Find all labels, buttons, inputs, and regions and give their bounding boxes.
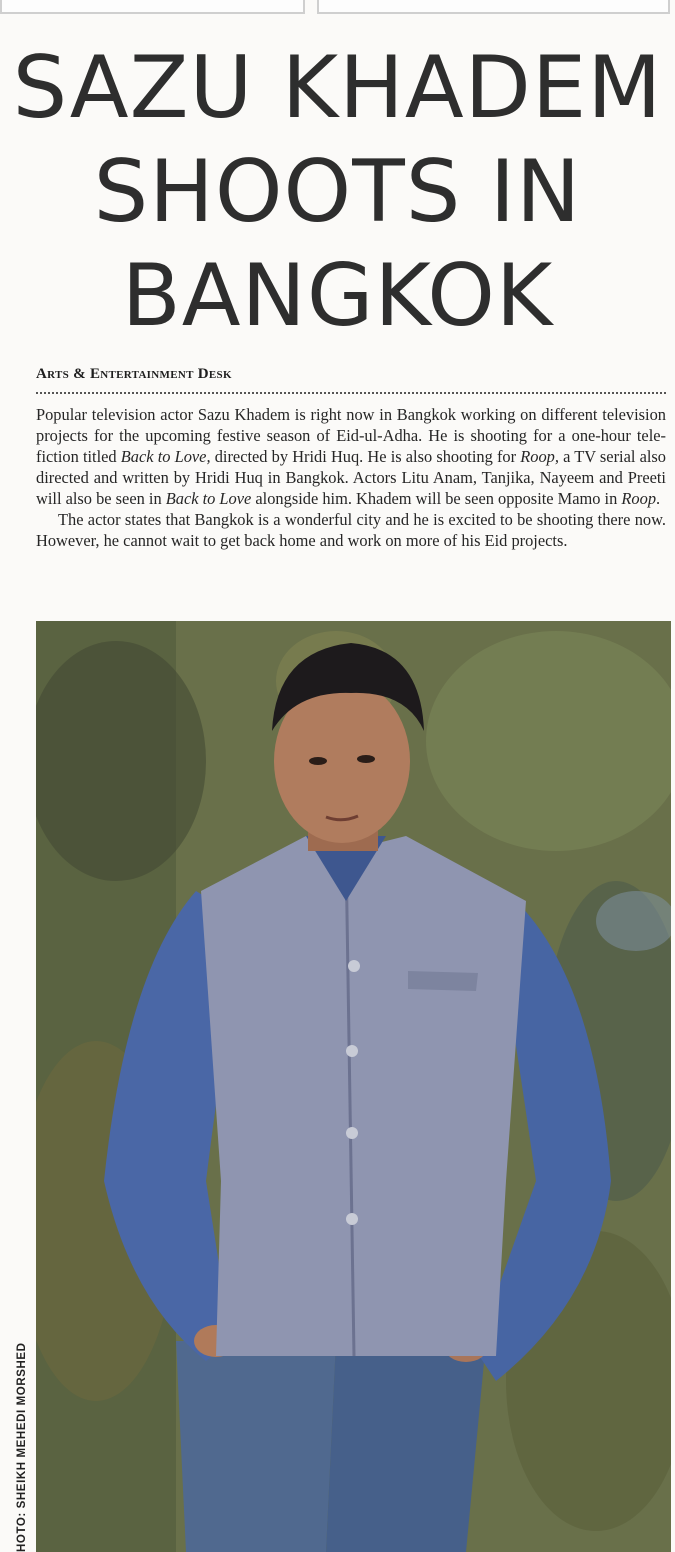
article-headline <box>0 36 675 348</box>
headline-line-2: SHOOTS IN <box>93 142 582 242</box>
para1-text-b: directed by Hridi Huq. He is also shooting for <box>210 447 521 466</box>
article-photo <box>36 621 671 1552</box>
top-frame-left <box>0 0 305 14</box>
photo-credit-text: HOTO: SHEIKH MEHEDI MORSHED <box>16 1342 28 1552</box>
title-back-to-love-2: Back to Love <box>165 489 252 508</box>
para1-text-c: a TV serial also directed and written by Hridi Huq in Bangkok. Actors Litu Anam, Tanjika, Nayeem and Preeti will also be seen in <box>36 447 666 508</box>
title-roop-2: Roop <box>621 489 657 508</box>
headline-line-1: SAZU KHADEM <box>12 38 663 138</box>
title-back-to-love: Back to Love, <box>120 447 211 466</box>
para1-text-d: alongside him. Khadem will be seen opposite Mamo in <box>251 489 622 508</box>
paragraph-2: The actor states that Bangkok is a wonderful city and he is excited to be shooting there now. However, he cannot wait to get back home and work on more of his Eid projects. <box>36 510 666 550</box>
headline-line-3: BANGKOK <box>121 246 554 346</box>
byline: Arts & Entertainment Desk <box>36 366 232 382</box>
paragraph-1 <box>36 404 666 509</box>
article-body <box>36 404 666 551</box>
previous-page-strip <box>0 0 675 14</box>
para1-text-e: . <box>656 489 661 508</box>
photo-illustration <box>36 621 671 1552</box>
para1-text-a: Popular television actor Sazu Khadem is right now in Bangkok working on different television projects for the upcoming festive season of Eid-ul-Adha. He is shooting for a one-hour tele-fiction titled <box>36 405 666 466</box>
title-roop: Roop, <box>520 447 559 466</box>
top-frame-right <box>317 0 670 14</box>
dotted-divider <box>36 392 666 394</box>
photo-credit <box>16 1312 28 1552</box>
